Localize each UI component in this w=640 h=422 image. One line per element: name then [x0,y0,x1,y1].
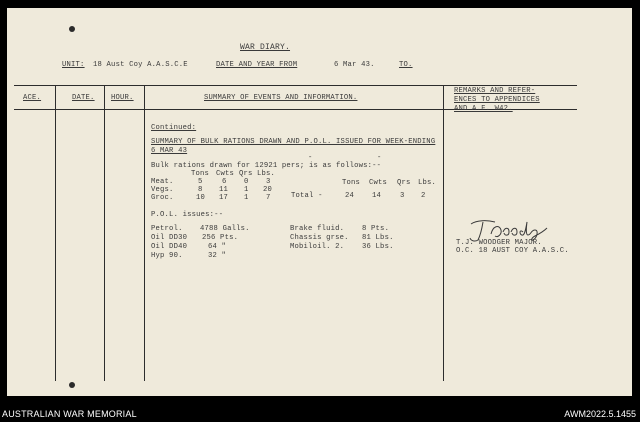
rations-cell: 20 [263,186,273,194]
column-divider [55,85,56,381]
unit-value: 18 Aust Coy A.A.S.C.E [93,61,188,69]
accession-number: AWM2022.5.1455 [564,409,636,419]
column-header-remarks: REMARKS AND REFER- [454,87,536,95]
war-diary-page [7,8,632,396]
pol-qty: 36 Lbs. [362,243,394,251]
column-header-hour: HOUR. [111,94,134,102]
total-cell: 2 [421,192,426,200]
rations-cell: 1 [244,194,249,202]
pol-title: P.O.L. issues:-- [151,211,224,219]
signature-name: T.J. WOODGER MAJOR. [456,239,542,247]
rations-row-label: Meat. [151,178,174,186]
rations-cell: 5 [198,178,203,186]
column-header-date: DATE. [72,94,95,102]
pol-item: Oil DD40 [151,243,188,251]
pol-item: Petrol. [151,225,183,233]
rations-cell: 10 [196,194,206,202]
punch-hole [69,26,75,32]
total-cell: 24 [345,192,355,200]
date-value: 6 Mar 43. [334,61,375,69]
rations-cell: 17 [219,194,229,202]
rations-header: Qrs [239,170,253,178]
pol-item: Oil DD30 [151,234,188,242]
pol-item: Mobiloil. 2. [290,243,345,251]
table-top-rule [14,85,577,86]
total-header: Qrs [397,179,411,187]
pol-item: Hyp 90. [151,252,183,260]
pol-qty: 256 Pts. [202,234,239,242]
rations-cell: 0 [244,178,249,186]
total-header: Cwts [369,179,388,187]
total-label: Total - [291,192,323,200]
pol-item: Brake fluid. [290,225,345,233]
pol-qty: 32 " [208,252,227,260]
pol-qty: 8 Pts. [362,225,390,233]
column-header-place: ACE. [23,94,42,102]
to-label: TO. [399,61,413,69]
total-cell: 3 [400,192,405,200]
dash-mark: - [377,154,382,162]
rations-intro: Bulk rations drawn for 12921 pers; is as follows:-- [151,162,382,170]
column-divider [104,85,105,381]
section-title: SUMMARY OF BULK RATIONS DRAWN AND P.O.L. ISSUED FOR WEEK-ENDING [151,138,436,146]
pol-qty: 81 Lbs. [362,234,394,242]
rations-row-label: Groc. [151,194,174,202]
rations-cell: 6 [222,178,227,186]
rations-cell: 7 [266,194,271,202]
dash-mark: - [308,154,313,162]
rations-cell: 1 [244,186,249,194]
pol-qty: 64 " [208,243,227,251]
signature-title: O.C. 18 AUST COY A.A.S.C. [456,247,569,255]
rations-cell: 8 [198,186,203,194]
rations-header: Tons [191,170,210,178]
rations-header: Cwts [216,170,235,178]
date-label: DATE AND YEAR FROM [216,61,298,69]
rations-cell: 11 [219,186,229,194]
unit-label: UNIT: [62,61,85,69]
column-divider [144,85,145,381]
rations-header: Lbs. [257,170,276,178]
rations-cell: 3 [266,178,271,186]
pol-qty: 4788 Galls. [200,225,250,233]
institution-label: AUSTRALIAN WAR MEMORIAL [2,409,137,419]
total-cell: 14 [372,192,382,200]
pol-item: Chassis grse. [290,234,349,242]
column-header-remarks: ENCES TO APPENDICES [454,96,540,104]
continued-label: Continued: [151,124,197,132]
document-title: WAR DIARY. [240,43,291,52]
rations-row-label: Vegs. [151,186,174,194]
total-header: Lbs. [418,179,437,187]
column-divider [443,85,444,381]
punch-hole [69,382,75,388]
column-header-remarks: AND A.F. W42. [454,105,513,113]
column-header-summary: SUMMARY OF EVENTS AND INFORMATION. [204,94,358,102]
section-title: 6 MAR 43 [151,147,188,155]
total-header: Tons [342,179,361,187]
